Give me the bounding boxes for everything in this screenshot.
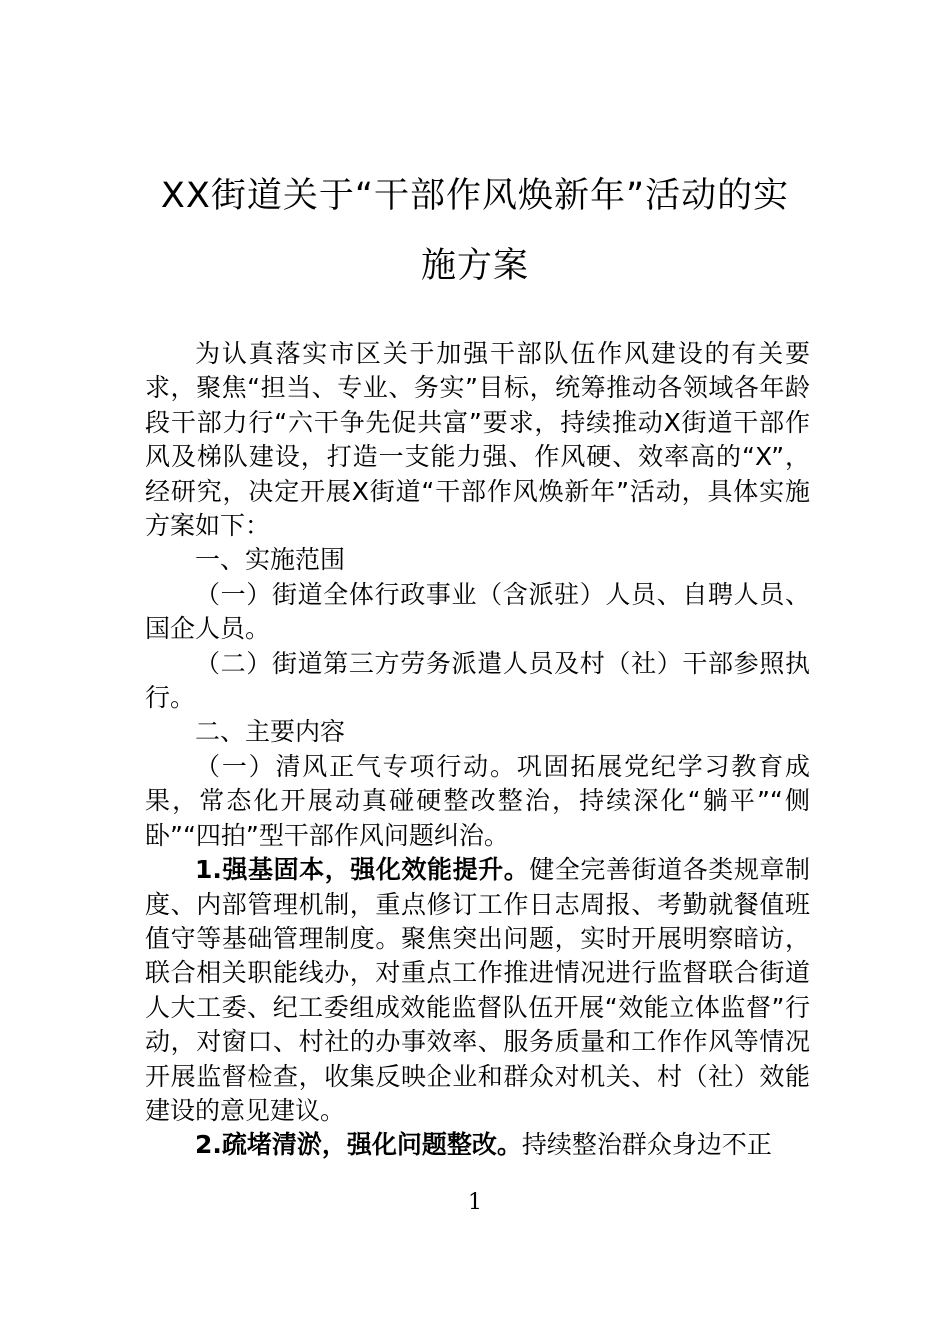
document-title-line-2: 施方案 [420,246,529,286]
subitem-1-text: 健全完善街道各类规章制度、内部管理机制，重点修订工作日志周报、考勤就餐值班值守等基础管理制度。聚焦突出问题，实时开展明察暗访，联合相关职能线办，对重点工作推进情况进行监督联合街道人大工委、纪工委组成效能监督队伍开展“效能立体监督”行动，对窗口、村社的办事效率、服务质量和工作作风等情况开展监督检查，收集反映企业和群众对机关、村（社）效能建设的意见建议。 [145,855,810,1125]
intro-paragraph: 为认真落实市区关于加强干部队伍作风建设的有关要求，聚焦“担当、专业、务实”目标，统筹推动各领域各年龄段干部力行“六干争先促共富”要求，持续推动X街道干部作风及梯队建设，打造一支能力强、作风硬、效率高的“X”，经研究，决定开展X街道“干部作风焕新年”活动，具体实施方案如下： [145,339,810,541]
scope-item-1: （一）街道全体行政事业（含派驻）人员、自聘人员、国企人员。 [145,579,810,644]
document-body [145,337,810,1163]
subitem-1-lead: 1.强基固本，强化效能提升。 [195,855,530,885]
scope-item-2: （二）街道第三方劳务派遣人员及村（社）干部参照执行。 [145,648,810,713]
document-title-line-1: XX街道关于“干部作风焕新年”活动的实 [160,176,790,216]
content-subitem-2 [145,1128,810,1162]
content-subitem-1 [145,853,810,1128]
section-heading-scope: 一、实施范围 [195,545,346,575]
page-number: 1 [468,1190,482,1215]
subitem-2-lead: 2.疏堵清淤，强化问题整改。 [195,1130,522,1160]
subitem-2-text: 持续整治群众身边不正 [521,1130,772,1160]
content-item-1: （一）清风正气专项行动。巩固拓展党纪学习教育成果，常态化开展动真碰硬整改整治，持续深化“躺平”“侧卧”“四拍”型干部作风问题纠治。 [145,751,810,850]
section-heading-content: 二、主要内容 [195,717,346,747]
